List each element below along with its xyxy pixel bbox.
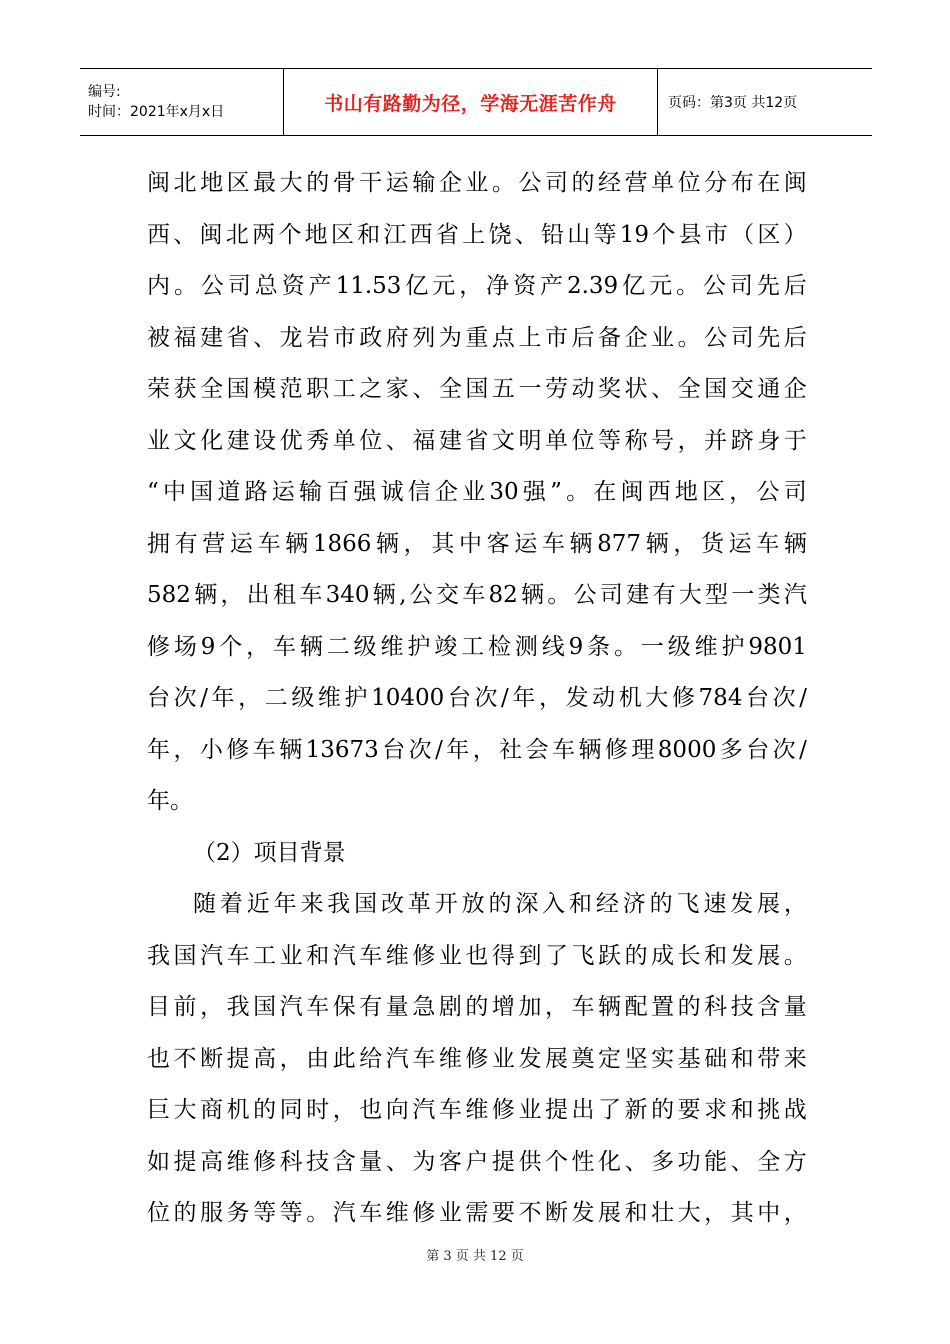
body-line: 年 ， 小 修 车 辆 13673 台 次 / 年 ， 社 会 车 辆 修 理 8000 多 台 次 / bbox=[147, 736, 807, 763]
document-body bbox=[147, 158, 807, 1240]
body-line: 修 场 9 个 ， 车 辆 二 级 维 护 竣 工 检 测 线 9 条 。 一 级 维 护 9801 bbox=[147, 633, 807, 660]
body-line: 西 、 闽 北 两 个 地 区 和 江 西 省 上 饶 、 铅 山 等 19 个 县 市 （ 区 ） bbox=[147, 221, 807, 248]
body-line: 巨 大 商 机 的 同 时 ， 也 向 汽 车 维 修 业 提 出 了 新 的 要 求 和 挑 战 bbox=[147, 1097, 807, 1123]
body-line: 目 前 ， 我 国 汽 车 保 有 量 急 剧 的 增 加 ， 车 辆 配 置 的 科 技 含 量 bbox=[147, 994, 807, 1020]
body-line: 年。 bbox=[147, 788, 193, 814]
body-line: 如 提 高 维 修 科 技 含 量 、 为 客 户 提 供 个 性 化 、 多 功 能 、 全 方 bbox=[147, 1148, 807, 1175]
page-footer bbox=[0, 1245, 950, 1264]
body-line: 被 福 建 省 、 龙 岩 市 政 府 列 为 重 点 上 市 后 备 企 业 。 公 司 先 后 bbox=[147, 324, 807, 351]
body-line: 582 辆 ， 出 租 车 340 辆 , 公 交 车 82 辆 。 公 司 建 有 大 型 一 类 汽 bbox=[147, 582, 807, 608]
page-info-text: 页码：第3页 共12页 bbox=[668, 95, 798, 111]
document-header bbox=[80, 68, 872, 136]
body-line: 也 不 断 提 高 ， 由 此 给 汽 车 维 修 业 发 展 奠 定 坚 实 基 础 和 带 来 bbox=[147, 1045, 807, 1072]
body-line: 内 。 公 司 总 资 产 11.53 亿 元 ， 净 资 产 2.39 亿 元 。 公 司 先 后 bbox=[147, 273, 807, 299]
time-label: 时间：2021年x月x日 bbox=[88, 104, 225, 120]
body-line: 业 文 化 建 设 优 秀 单 位 、 福 建 省 文 明 单 位 等 称 号 ， 并 跻 身 于 bbox=[147, 427, 807, 454]
number-label: 编号: bbox=[88, 84, 121, 100]
motto-text: 书山有路勤为径，学海无涯苦作舟 bbox=[324, 92, 617, 115]
footer-page-number: 第 3 页 共 12 页 bbox=[426, 1249, 524, 1264]
body-line: 闽 北 地 区 最 大 的 骨 干 运 输 企 业 。 公 司 的 经 营 单 位 分 布 在 闽 bbox=[147, 170, 807, 196]
body-line: 拥 有 营 运 车 辆 1866 辆 ， 其 中 客 运 车 辆 877 辆 ， 货 运 车 辆 bbox=[147, 530, 807, 557]
header-page-info bbox=[658, 69, 872, 135]
body-line: 随 着 近 年 来 我 国 改 革 开 放 的 深 入 和 经 济 的 飞 速 发 展 ， bbox=[193, 891, 807, 917]
header-meta bbox=[80, 69, 284, 135]
body-line: 荣 获 全 国 模 范 职 工 之 家 、 全 国 五 一 劳 动 奖 状 、 全 国 交 通 企 bbox=[147, 376, 807, 402]
body-line: “ 中 国 道 路 运 输 百 强 诚 信 企 业 30 强 ” 。 在 闽 西 地 区 ， 公 司 bbox=[147, 479, 807, 505]
body-line: 我 国 汽 车 工 业 和 汽 车 维 修 业 也 得 到 了 飞 跃 的 成 长 和 发 展 。 bbox=[147, 942, 807, 969]
header-motto bbox=[284, 69, 658, 135]
body-line: 位 的 服 务 等 等 。 汽 车 维 修 业 需 要 不 断 发 展 和 壮 大 ， 其 中 ， bbox=[147, 1200, 807, 1226]
body-line: 台 次 / 年 ， 二 级 维 护 10400 台 次 / 年 ， 发 动 机 大 修 784 台 次 / bbox=[147, 685, 807, 711]
section-heading: （2）项目背景 bbox=[193, 839, 346, 866]
